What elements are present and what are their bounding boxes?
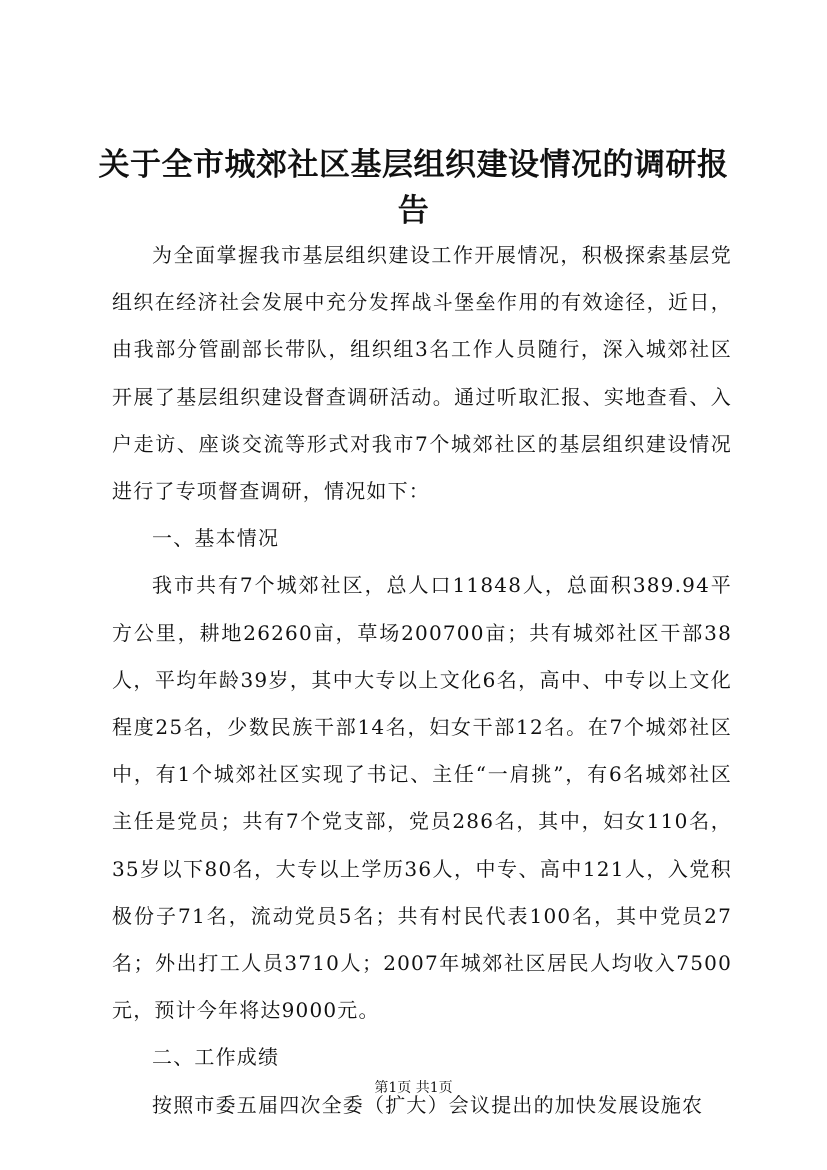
basic-situation-paragraph: 我市共有7个城郊社区，总人口11848人，总面积389.94平方公里，耕地26260亩，草场200700亩；共有城郊社区干部38人，平均年龄39岁，其中大专以上文化6名，高中、中专以上文化程度25名，少数民族干部14名，妇女干部12名。在7个城郊社区中，有1个城郊社区实现了书记、主任“一肩挑”，有6名城郊社区主任是党员；共有7个党支部，党员286名，其中，妇女110名，35岁以下80名，大专以上学历36人，中专、高中121人，入党积极份子71名，流动党员5名；共有村民代表100名，其中党员27名；外出打工人员3710人；2007年城郊社区居民人均收入7500元，预计今年将达9000元。 bbox=[112, 573, 732, 1023]
document-title: 关于全市城郊社区基层组织建设情况的调研报告 bbox=[98, 147, 729, 229]
document-body bbox=[112, 232, 732, 1129]
work-achievements-paragraph: 按照市委五届四次全委（扩大）会议提出的加快发展设施农 bbox=[152, 1092, 704, 1117]
section-heading-work-achievements: 二、工作成绩 bbox=[152, 1045, 280, 1070]
intro-paragraph: 为全面掌握我市基层组织建设工作开展情况，积极探索基层党组织在经济社会发展中充分发挥战斗堡垒作用的有效途径，近日，由我部分管副部长带队，组织组3名工作人员随行，深入城郊社区开展了基层组织建设督查调研活动。通过听取汇报、实地查看、入户走访、座谈交流等形式对我市7个城郊社区的基层组织建设情况进行了专项督查调研，情况如下： bbox=[112, 243, 732, 504]
section-heading-basic-situation: 一、基本情况 bbox=[152, 526, 280, 551]
page-footer: 第1页 共1页 bbox=[374, 1080, 453, 1096]
